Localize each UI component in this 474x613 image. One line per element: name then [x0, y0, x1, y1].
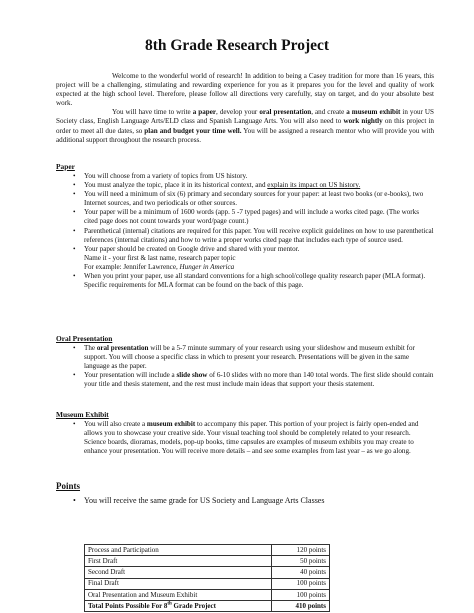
intro-text: You will have time to write: [112, 108, 193, 117]
points-heading: Points: [56, 481, 81, 491]
list-item: • When you print your paper, use all standard conventions for a high school/college quality research paper (MLA format). Specific requirements for MLA format can be found on the back of this page.: [56, 272, 434, 290]
table-cell-label: Second Draft: [85, 567, 272, 578]
list-item: • You will need a minimum of six (6) primary and secondary sources for your paper: at least two books (or e-books), two Internet sources, and two periodicals or other sources.: [56, 190, 434, 208]
total-label-text: Total Points Possible For 8: [88, 601, 168, 610]
points-list: [56, 496, 434, 506]
example-title: Hunger in America: [179, 262, 235, 271]
list-item-emphasis: museum exhibit: [146, 420, 196, 428]
list-item: • You will choose from a variety of topics from US history.: [56, 172, 434, 181]
example-prefix: For example: Jennifer Lawrence,: [84, 262, 180, 271]
museum-list: [56, 420, 434, 456]
table-row: [85, 578, 330, 589]
intro-text: , develop your: [216, 108, 260, 117]
list-item-text: Name it - your first & last name, research paper topic: [84, 253, 236, 262]
total-value: 410 points: [272, 600, 330, 611]
list-item-text: of 6-10 slides with no more than 140 total words. The first slide should contain your title and thesis statement, and the rest must include main ideas that support your thesis statement.: [84, 371, 434, 389]
intro-emphasis: a museum exhibit: [346, 108, 401, 117]
table-row: [85, 589, 330, 600]
paper-heading: Paper: [56, 162, 75, 171]
table-cell-label: Process and Participation: [85, 545, 272, 556]
list-item-text: to accompany this paper. This portion of your project is fairly open-ended and allows you to showcase your creative side. Your visual teaching tool should be completely related to your research. Science boards, dioramas, models, pop-up books, time capsules are examples of museum exhibits you may create to enhance your presentation. You will receive more details – and see some examples from last year – as we go along.: [84, 420, 419, 456]
table-row: [85, 556, 330, 567]
list-item: [56, 181, 434, 190]
list-item: • Your paper will be a minimum of 1600 words (app. 5 -7 typed pages) and will include a works cited page. (The works cited page does not count towards your word/page count.): [56, 208, 434, 226]
list-item-emphasis: oral presentation: [96, 344, 149, 352]
points-table-body: [85, 545, 330, 612]
table-cell-label: Oral Presentation and Museum Exhibit: [85, 589, 272, 600]
table-cell-value: 40 points: [272, 567, 330, 578]
list-item-underlined: explain its impact on US history.: [267, 181, 361, 190]
total-label: [85, 600, 272, 611]
list-item-text: will be a 5-7 minute summary of your research using your slideshow and museum exhibit for support. You will choose a specific class in which to present your research. Presentations will be given in the same language as the paper.: [84, 344, 415, 371]
list-item-text: Your presentation will include a: [84, 371, 177, 380]
intro-text: on this project in order to meet all due dates, so: [56, 117, 434, 135]
list-item-example: [84, 263, 434, 272]
list-item: • Parenthetical (internal) citations are required for this paper. You will receive explicit guidelines on how to use parenthetical references (internal citations) and how to write a proper works cited page that includes each type of source used.: [56, 227, 434, 245]
table-cell-label: First Draft: [85, 556, 272, 567]
table-cell-value: 100 points: [272, 578, 330, 589]
table-cell-value: 50 points: [272, 556, 330, 567]
paper-list: [56, 172, 434, 290]
list-item: [56, 371, 434, 389]
oral-list: [56, 344, 434, 389]
intro-text: in your US Society class, English Language Arts/ELD class and Spanish Language Arts. You will also need to: [56, 108, 434, 126]
list-item-emphasis: slide show: [176, 371, 208, 380]
intro-text: You will be assigned a research mentor who will provide you with additional support throughout the research process.: [56, 126, 434, 144]
list-item-text: You will also create a: [84, 420, 147, 428]
list-item-text: • Your paper should be created on Google drive and shared with your mentor.: [84, 244, 300, 253]
intro-text: , and create: [311, 108, 347, 117]
intro-emphasis: work nightly: [343, 117, 383, 126]
intro-emphasis: a paper: [192, 108, 217, 117]
page-title: 8th Grade Research Project: [144, 37, 330, 54]
museum-heading: Museum Exhibit: [56, 410, 109, 419]
list-item: • You will receive the same grade for US Society and Language Arts Classes: [56, 496, 434, 506]
total-label-text: Grade Project: [171, 601, 216, 610]
table-row: [85, 567, 330, 578]
list-item: [56, 245, 434, 272]
intro-paragraph-1: Welcome to the wonderful world of research! In addition to being a Casey tradition for more than 16 years, this project will be a challenging, stimulating and rewarding experience for you as it prepares you for the level and quality of work expected at the high school level. Therefore, please follow all directions very carefully, stay on target, and do your absolute best work.: [56, 72, 434, 108]
table-cell-label: Final Draft: [85, 578, 272, 589]
points-table: [84, 544, 330, 612]
table-row-total: [85, 600, 330, 611]
table-cell-value: 100 points: [272, 589, 330, 600]
list-item: [56, 344, 434, 371]
table-row: [85, 545, 330, 556]
list-item-text: The: [84, 344, 97, 352]
intro-section: [56, 72, 434, 145]
intro-emphasis: oral presentation: [259, 108, 312, 117]
intro-paragraph-2: [56, 108, 434, 144]
list-item-text: You must analyze the topic, place it in its historical context, and: [84, 181, 268, 190]
total-label-superscript: th: [167, 601, 172, 607]
list-item: [56, 420, 434, 456]
intro-emphasis: plan and budget your time well.: [144, 126, 242, 135]
table-cell-value: 120 points: [272, 545, 330, 556]
oral-heading: Oral Presentation: [56, 334, 113, 343]
